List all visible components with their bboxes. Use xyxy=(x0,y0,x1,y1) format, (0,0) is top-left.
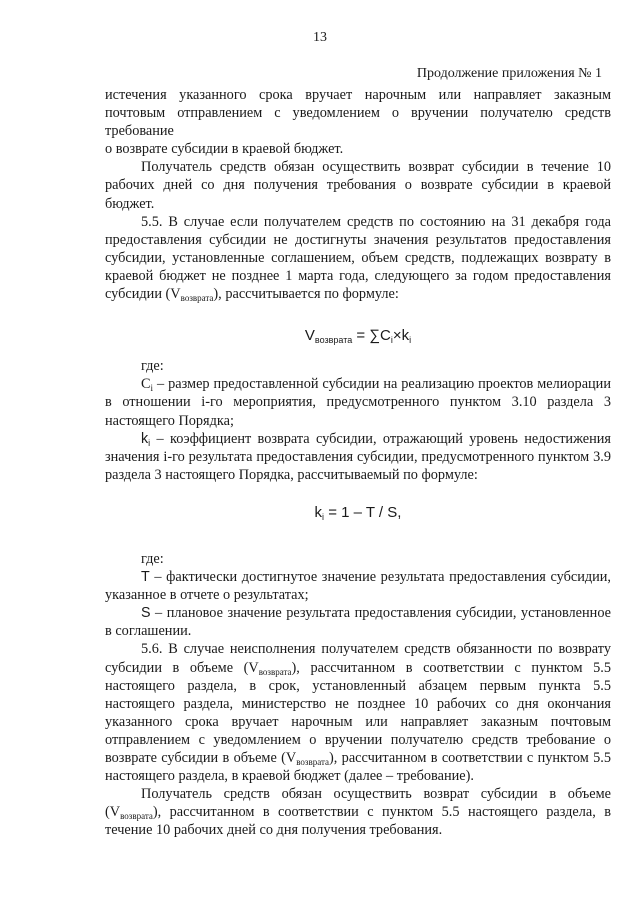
where-label-2: где: xyxy=(141,550,164,567)
formula-ki: $k_i = 1 - T / S$, xyxy=(314,503,402,522)
appendix-note: Продолжение приложения № 1 xyxy=(416,66,602,81)
document-body xyxy=(105,86,611,839)
where-label-1: где: xyxy=(141,358,164,375)
formula-v-return: $V_{возврата} = \sum C_i\times k_i$ xyxy=(304,327,412,346)
paragraph-5-5: 5.5. В случае если получателем средств по состоянию на 31 декабря года предоставления субсидии не достигнуты значения результатов предоставления субсидии, установленные соглашением, объем средств, подлежащих возврату в краевой бюджет не позднее 1 марта года, следующего за годом предоставления субсидии $(V_{возврата})$, рассчитывается по формуле: xyxy=(105,213,611,304)
paragraph-final: Получатель средств обязан осуществить возврат субсидии в объеме $(V_{возврата})$, рассчитанном в соответствии с пунктом 5.5 настоящего раздела, в течение 10 рабочих дней со дня получения требования. xyxy=(105,786,611,839)
definition-ki: $k_i$ – коэффициент возврата субсидии, отражающий уровень недостижения значения i-го результата предоставления субсидии, предусмотренного пунктом 3.9 раздела 3 настоящего Порядка, рассчитываемый по формуле: xyxy=(105,430,611,483)
paragraph-return-budget: о возврате субсидии в краевой бюджет. xyxy=(105,141,344,158)
paragraph-return-deadline: Получатель средств обязан осуществить возврат субсидии в течение 10 рабочих дней со дня получения требования о возврате субсидии в краевой бюджет. xyxy=(105,159,611,212)
paragraph-continuation: истечения указанного срока вручает нарочным или направляет заказным почтовым отправлением с уведомлением о вручении получателю средств требование xyxy=(105,87,611,140)
definition-s: S – плановое значение результата предоставления субсидии, установленное в соглашении. xyxy=(105,605,611,640)
paragraph-5-6: 5.6. В случае неисполнения получателем средств обязанности по возврату субсидии в объеме $(V_{возврата})$, рассчитанном в соответствии с пунктом 5.5 настоящего раздела, в срок, установленный абзацем первым пункта 5.5 настоящего раздела, министерство не позднее 10 рабочих со дня окончания указанного срока вручает нарочным или направляет заказным почтовым отправлением с уведомлением о вручении получателю средств требование о возврате субсидии в объеме $(V_{возврата})$, рассчитанном в соответствии с пунктом 5.5 настоящего раздела, в краевой бюджет (далее – требование). xyxy=(105,641,611,785)
definition-ci: $C_i$ – размер предоставленной субсидии на реализацию проектов мелиорации в отношении i-го мероприятия, предусмотренного пунктом 3.10 раздела 3 настоящего Порядка; xyxy=(105,376,611,429)
definition-t: T – фактически достигнутое значение результата предоставления субсидии, указанное в отчете о результатах; xyxy=(105,569,611,604)
page-number: 13 xyxy=(313,30,327,45)
